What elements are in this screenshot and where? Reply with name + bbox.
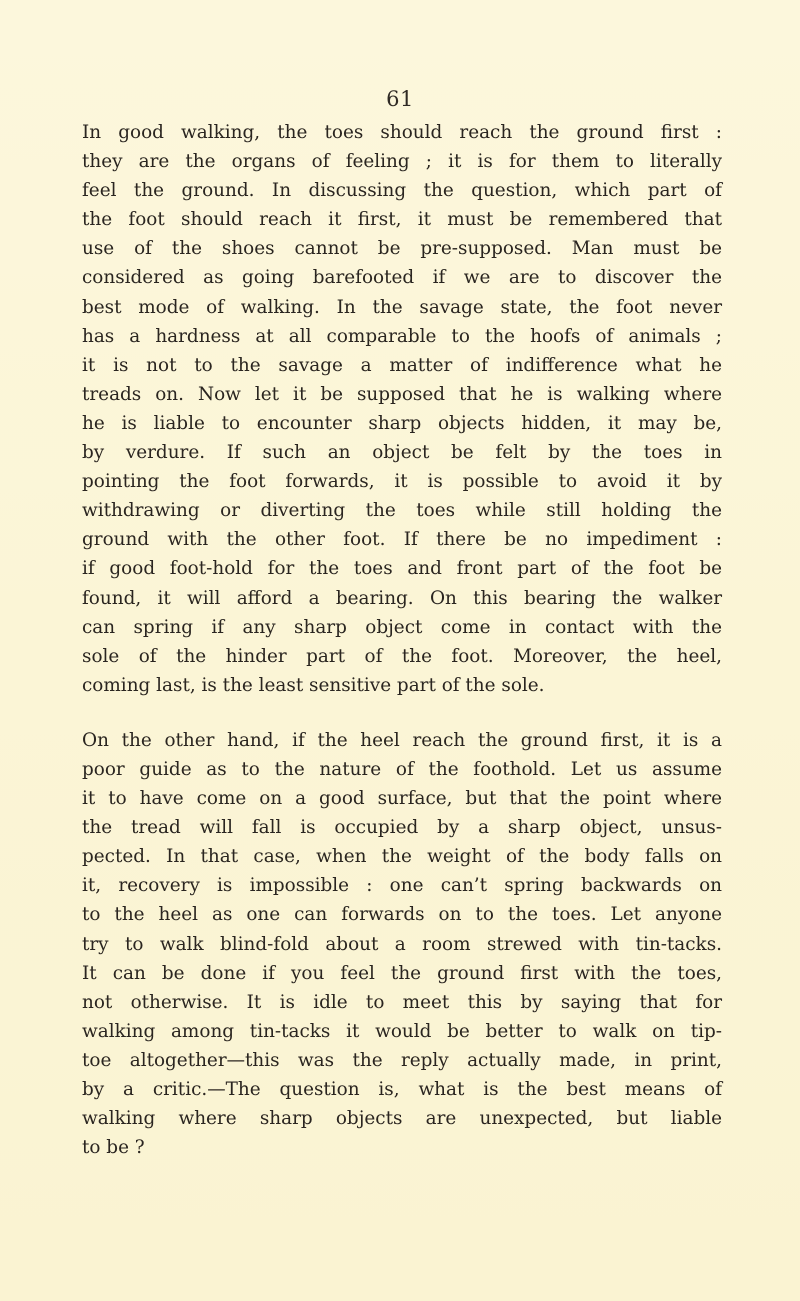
paragraph-gap xyxy=(82,700,722,726)
text-line: toe altogether—this was the reply actually made, in print, xyxy=(82,1049,722,1071)
text-line: to be ? xyxy=(82,1137,145,1159)
text-line: it to have come on a good surface, but that the point where xyxy=(82,788,722,810)
text-line: considered as going barefooted if we are to discover the xyxy=(82,267,722,289)
text-line: found, it will afford a bearing. On this bearing the walker xyxy=(82,587,722,609)
text-line: It can be done if you feel the ground first with the toes, xyxy=(82,962,722,984)
text-line: On the other hand, if the heel reach the ground first, it is a xyxy=(82,729,722,751)
text-line: withdrawing or diverting the toes while still holding the xyxy=(82,500,722,522)
text-line: by verdure. If such an object be felt by the toes in xyxy=(82,442,722,464)
text-line: by a critic.—The question is, what is the best means of xyxy=(82,1079,722,1100)
text-line: sole of the hinder part of the foot. Moreover, the heel, xyxy=(82,645,722,667)
page-number: 61 xyxy=(386,87,414,111)
text-line: the tread will fall is occupied by a sharp object, unsus- xyxy=(82,817,722,839)
text-line: to the heel as one can forwards on to the toes. Let anyone xyxy=(82,904,722,926)
text-line: can spring if any sharp object come in contact with the xyxy=(82,616,722,638)
text-line: coming last, is the least sensitive part of the sole. xyxy=(82,674,545,696)
text-line: use of the shoes cannot be pre-supposed. Man must be xyxy=(82,238,722,260)
text-line: he is liable to encounter sharp objects hidden, it may be, xyxy=(82,412,722,434)
text-line: if good foot-hold for the toes and front part of the foot be xyxy=(82,558,722,580)
text-line: they are the organs of feeling ; it is for them to literally xyxy=(82,151,722,173)
text-line: In good walking, the toes should reach the ground first : xyxy=(82,122,722,143)
text-line: walking where sharp objects are unexpected, but liable xyxy=(82,1108,722,1130)
text-line: it is not to the savage a matter of indifference what he xyxy=(82,354,722,376)
text-line: try to walk blind-fold about a room strewed with tin-tacks. xyxy=(82,933,722,955)
text-line: feel the ground. In discussing the question, which part of xyxy=(82,180,722,202)
text-column xyxy=(82,118,722,1162)
text-line: ground with the other foot. If there be no impediment : xyxy=(82,529,722,551)
text-line: best mode of walking. In the savage state, the foot never xyxy=(82,296,722,318)
text-line: poor guide as to the nature of the foothold. Let us assume xyxy=(82,758,722,780)
text-line: treads on. Now let it be supposed that he is walking where xyxy=(82,383,722,405)
paragraph-1 xyxy=(82,118,722,700)
text-line: has a hardness at all comparable to the hoofs of animals ; xyxy=(82,325,722,347)
text-line: it, recovery is impossible : one can’t spring backwards on xyxy=(82,875,722,897)
text-line: the foot should reach it first, it must be remembered that xyxy=(82,209,722,231)
text-line: pected. In that case, when the weight of the body falls on xyxy=(82,846,722,868)
paragraph-2 xyxy=(82,726,722,1162)
text-line: pointing the foot forwards, it is possible to avoid it by xyxy=(82,471,722,493)
text-line: not otherwise. It is idle to meet this by saying that for xyxy=(82,991,722,1013)
text-line: walking among tin-tacks it would be better to walk on tip- xyxy=(82,1020,722,1042)
